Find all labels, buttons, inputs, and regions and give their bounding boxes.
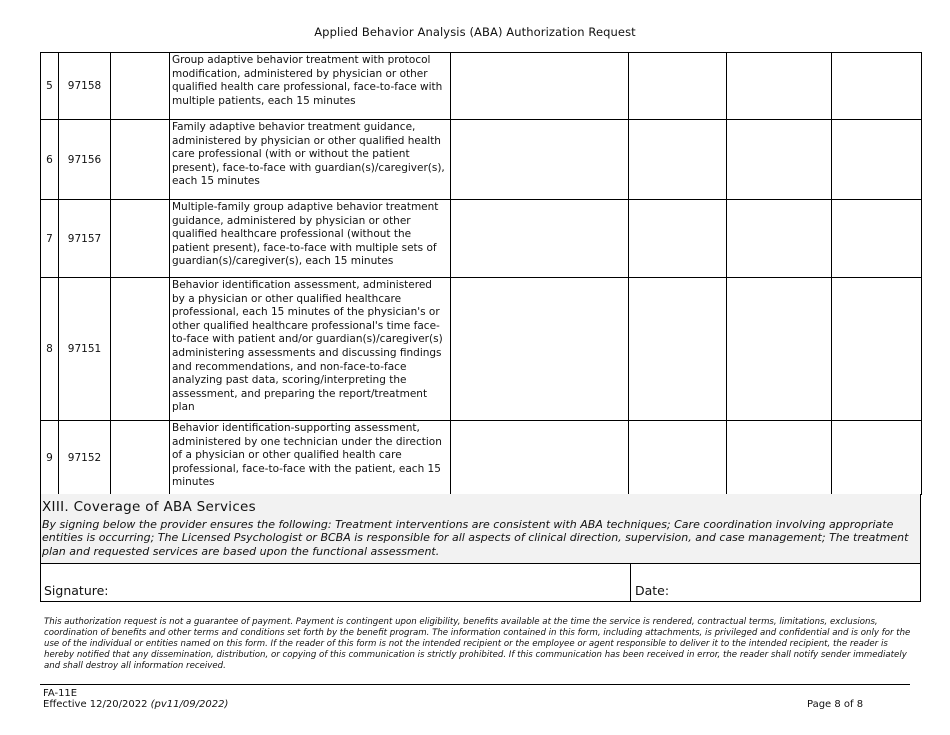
table-row: [41, 120, 922, 200]
table-row: [41, 421, 922, 495]
table-row: [41, 53, 922, 120]
row-number: 9: [41, 421, 59, 495]
input-cell[interactable]: [727, 200, 832, 278]
input-cell[interactable]: [727, 120, 832, 200]
table-row: [41, 200, 922, 278]
input-cell[interactable]: [832, 53, 922, 120]
modifier-cell[interactable]: [111, 120, 170, 200]
row-number: 6: [41, 120, 59, 200]
input-cell[interactable]: [451, 421, 629, 495]
modifier-cell[interactable]: [111, 200, 170, 278]
input-cell[interactable]: [832, 421, 922, 495]
input-cell[interactable]: [727, 53, 832, 120]
coverage-heading: XIII. Coverage of ABA Services: [42, 499, 256, 515]
procedure-code: 97157: [59, 200, 111, 278]
table-row: [41, 278, 922, 421]
input-cell[interactable]: [727, 421, 832, 495]
service-description: Group adaptive behavior treatment with protocol modification, administered by physician or other qualified health care professional, face-to-face with multiple patients, each 15 minutes: [170, 53, 451, 120]
page-number: Page 8 of 8: [807, 699, 864, 710]
input-cell[interactable]: [727, 278, 832, 421]
row-number: 5: [41, 53, 59, 120]
row-number: 8: [41, 278, 59, 421]
input-cell[interactable]: [832, 278, 922, 421]
service-description: Behavior identification assessment, administered by a physician or other qualified healthcare professional, each 15 minutes of the physician's or other qualified healthcare professional's time face-to-face with patient and/or guardian(s)/caregiver(s) administering assessments and discussing findings and recommendations, and non-face-to-face analyzing past data, scoring/interpreting the assessment, and preparing the report/treatment plan: [170, 278, 451, 421]
modifier-cell[interactable]: [111, 421, 170, 495]
effective-text: Effective 12/20/2022: [43, 699, 148, 710]
input-cell[interactable]: [629, 200, 727, 278]
service-description: Behavior identification-supporting assessment, administered by one technician under the direction of a physician or other qualified health care professional, face-to-face with the patient, each 15 minutes: [170, 421, 451, 495]
signature-field[interactable]: Signature:: [44, 583, 109, 598]
version-text: (pv11/09/2022): [150, 699, 229, 710]
procedure-code: 97158: [59, 53, 111, 120]
form-id: FA-11E: [43, 688, 78, 699]
footer-divider: [40, 684, 910, 685]
signature-row: [40, 563, 921, 602]
row-number: 7: [41, 200, 59, 278]
services-table: [40, 52, 922, 495]
input-cell[interactable]: [451, 120, 629, 200]
input-cell[interactable]: [629, 278, 727, 421]
service-description: Family adaptive behavior treatment guidance, administered by physician or other qualified health care professional (with or without the patient present), face-to-face with guardian(s)/caregiver(s), each 15 minutes: [170, 120, 451, 200]
input-cell[interactable]: [832, 120, 922, 200]
input-cell[interactable]: [451, 278, 629, 421]
procedure-code: 97151: [59, 278, 111, 421]
disclaimer-text: This authorization request is not a guarantee of payment. Payment is contingent upon eligibility, benefits available at the time the service is rendered, contractual terms, limitations, exclusions, coordination of benefits and other terms and conditions set forth by the benefit program. The information contained in this form, including attachments, is privileged and confidential and is only for the use of the individual or entities named on this form. If the reader of this form is not the intended recipient or the employee or agent responsible to deliver it to the intended recipient, the reader is hereby notified that any dissemination, distribution, or copying of this communication is strictly prohibited. If this communication has been received in error, the reader shall notify sender immediately and shall destroy all information received.: [44, 617, 911, 671]
input-cell[interactable]: [629, 53, 727, 120]
coverage-statement: By signing below the provider ensures the following: Treatment interventions are consistent with ABA techniques; Care coordination involving appropriate entities is occurring; The Licensed Psychologist or BCBA is responsible for all aspects of clinical direction, supervision, and case management; The treatment plan and requested services are based upon the functional assessment.: [42, 518, 909, 558]
effective-date: [43, 699, 228, 710]
input-cell[interactable]: [832, 200, 922, 278]
modifier-cell[interactable]: [111, 278, 170, 421]
input-cell[interactable]: [451, 53, 629, 120]
coverage-section: [40, 494, 921, 563]
service-description: Multiple-family group adaptive behavior treatment guidance, administered by physician or other qualified healthcare professional (without the patient present), face-to-face with multiple sets of guardian(s)/caregiver(s), each 15 minutes: [170, 200, 451, 278]
procedure-code: 97152: [59, 421, 111, 495]
date-field[interactable]: [630, 564, 921, 601]
procedure-code: 97156: [59, 120, 111, 200]
input-cell[interactable]: [629, 421, 727, 495]
modifier-cell[interactable]: [111, 53, 170, 120]
date-label: Date:: [635, 583, 670, 598]
input-cell[interactable]: [629, 120, 727, 200]
input-cell[interactable]: [451, 200, 629, 278]
document-title: Applied Behavior Analysis (ABA) Authorization Request: [314, 25, 636, 39]
